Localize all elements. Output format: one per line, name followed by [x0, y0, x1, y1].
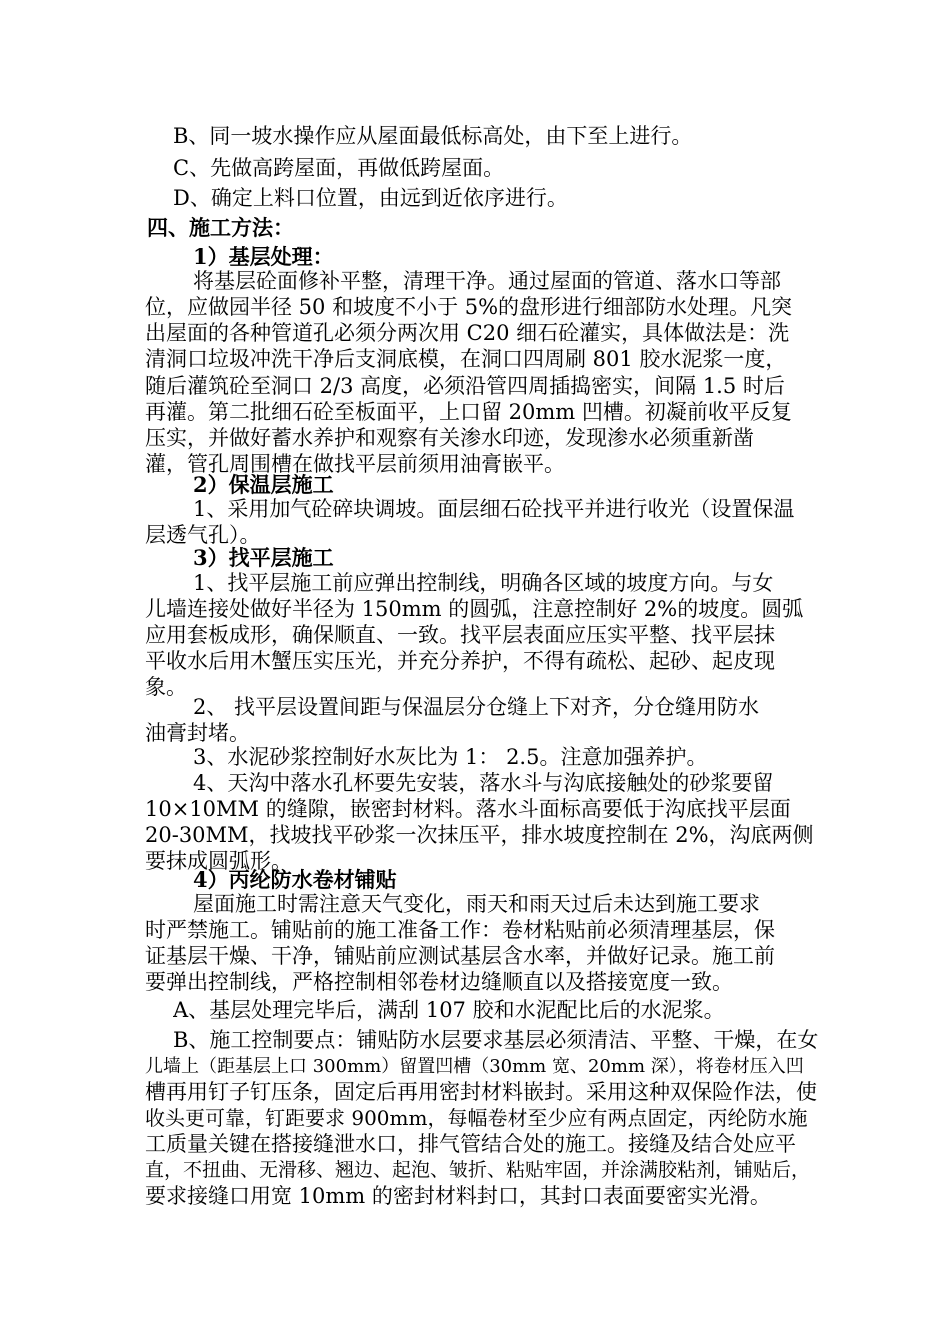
- text-line: 清洞口垃圾冲洗干净后支洞底模，在洞口四周刷 801 胶水泥浆一度，: [145, 347, 787, 371]
- text-line: 时严禁施工。铺贴前的施工准备工作：卷材粘贴前必须清理基层，保: [145, 918, 775, 942]
- text-line: 将基层砼面修补平整，清理干净。通过屋面的管道、落水口等部: [193, 269, 781, 293]
- subsection-heading: 4）丙纶防水卷材铺贴: [193, 867, 397, 892]
- text-line: 工质量关键在搭接缝泄水口，排气管结合处的施工。接缝及结合处应平: [145, 1132, 796, 1156]
- text-line: D、确定上料口位置，由远到近依序进行。: [173, 186, 568, 210]
- text-line: 再灌。第二批细石砼至板面平，上口留 20mm 凹槽。初凝前收平反复: [145, 400, 792, 424]
- text-line: 1、采用加气砼碎块调坡。面层细石砼找平并进行收光（设置保温: [193, 497, 795, 521]
- text-line: A、基层处理完毕后，满刮 107 胶和水泥配比后的水泥浆。: [173, 998, 725, 1022]
- text-line: 4、天沟中落水孔杯要先安装，落水斗与沟底接触处的砂浆要留: [193, 771, 774, 795]
- text-line: 儿墙上（距基层上口 300mm）留置凹槽（30mm 宽、20mm 深），将卷材压入凹: [145, 1056, 804, 1077]
- text-line: 收头更可靠，钉距要求 900mm，每幅卷材至少应有两点固定，丙纶防水施: [145, 1106, 808, 1130]
- text-line: 3、水泥砂浆控制好水灰比为 1： 2.5。注意加强养护。: [193, 745, 708, 769]
- text-line: 证基层干燥、干净，铺贴前应测试基层含水率，并做好记录。施工前: [145, 944, 775, 968]
- text-line: 压实，并做好蓄水养护和观察有关渗水印迹，发现渗水必须重新凿: [145, 426, 754, 450]
- text-line: 直，不扭曲、无滑移、翘边、起泡、皱折、粘贴牢固，并涂满胶粘剂，铺贴后，: [145, 1159, 811, 1181]
- text-line: 要求接缝口用宽 10mm 的密封材料封口，其封口表面要密实光滑。: [145, 1184, 771, 1208]
- text-line: 油膏封堵。: [145, 721, 250, 745]
- text-line: 应用套板成形，确保顺直、一致。找平层表面应压实平整、找平层抹: [145, 623, 775, 647]
- subsection-heading: 3）找平层施工: [193, 545, 334, 570]
- text-line: C、先做高跨屋面，再做低跨屋面。: [173, 156, 505, 180]
- text-line: 出屋面的各种管道孔必须分两次用 C20 细石砼灌实，具体做法是：洗: [145, 321, 790, 345]
- text-line: 随后灌筑砼至洞口 2/3 高度，必须沿管四周插捣密实，间隔 1.5 时后: [145, 374, 785, 398]
- text-line: 平收水后用木蟹压实压光，并充分养护，不得有疏松、起砂、起皮现: [145, 649, 775, 673]
- text-line: B、同一坡水操作应从屋面最低标高处，由下至上进行。: [173, 124, 693, 148]
- text-line: 要抹成圆弧形。: [145, 849, 292, 873]
- text-line: 1、找平层施工前应弹出控制线，明确各区域的坡度方向。与女: [193, 571, 774, 595]
- text-line: 位，应做园半径 50 和坡度不小于 5%的盘形进行细部防水处理。凡突: [145, 295, 793, 319]
- subsection-heading: 2）保温层施工: [193, 472, 334, 497]
- text-line: B、施工控制要点：铺贴防水层要求基层必须清洁、平整、干燥，在女: [173, 1028, 819, 1052]
- section-heading: 四、施工方法：: [147, 215, 294, 240]
- subsection-heading: 1）基层处理：: [193, 244, 334, 269]
- text-line: 10×10MM 的缝隙，嵌密封材料。落水斗面标高要低于沟底找平层面: [145, 797, 791, 821]
- text-line: 要弹出控制线，严格控制相邻卷材边缝顺直以及搭接宽度一致。: [145, 970, 733, 994]
- text-line: 象。: [145, 675, 187, 699]
- text-line: 儿墙连接处做好半径为 150mm 的圆弧，注意控制好 2%的坡度。圆弧: [145, 597, 804, 621]
- text-line: 槽再用钉子钉压条，固定后再用密封材料嵌封。采用这种双保险作法，使: [145, 1080, 817, 1104]
- text-line: 灌，管孔周围槽在做找平层前须用油膏嵌平。: [145, 452, 565, 476]
- text-line: 20-30MM，找坡找平砂浆一次抹压平，排水坡度控制在 2%，沟底两侧: [145, 823, 814, 847]
- text-line: 2、 找平层设置间距与保温层分仓缝上下对齐，分仓缝用防水: [193, 695, 760, 719]
- text-line: 层透气孔）。: [145, 523, 261, 547]
- text-line: 屋面施工时需注意天气变化，雨天和雨天过后未达到施工要求: [193, 892, 760, 916]
